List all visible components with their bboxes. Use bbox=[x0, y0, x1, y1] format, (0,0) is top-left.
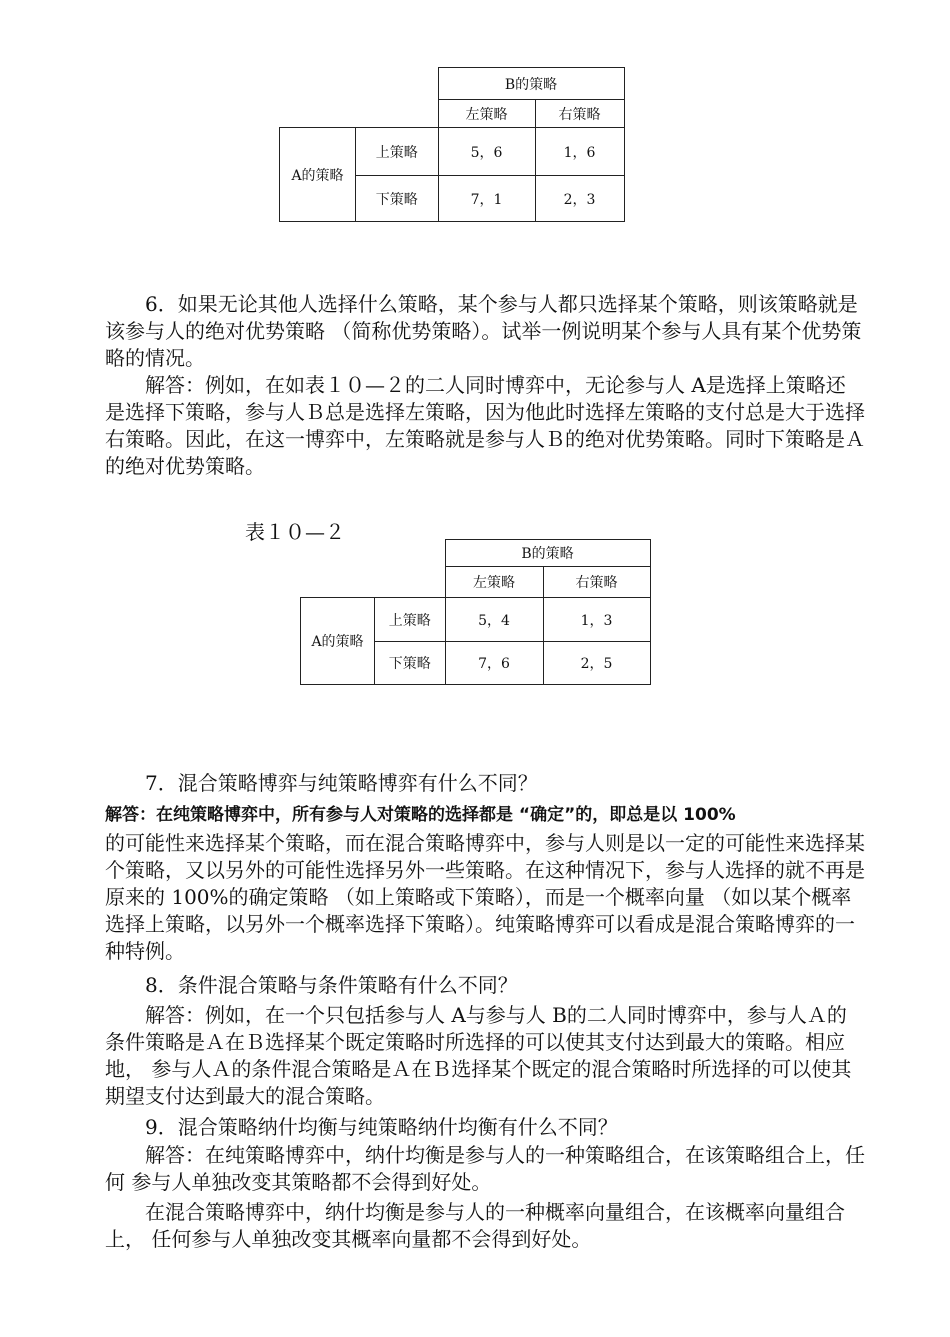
row-up-strategy: 上策略 bbox=[375, 598, 446, 642]
row-a-strategy: A的策略 bbox=[280, 128, 356, 222]
row-a-strategy: A的策略 bbox=[301, 598, 375, 685]
col-left-strategy: 左策略 bbox=[438, 100, 535, 128]
q7-answer: 的可能性来选择某个策略，而在混合策略博弈中，参与人则是以一定的可能性来选择某个策略，又以另外的可能性选择另外一些策略。在这种情况下，参与人选择的就不再是原来的 100%的确定策略 （如上策略或下策略），而是一个概率向量 （如以某个概率选择上策略，以另外一个概率选择下策略）。纯策略博弈可以看成是混合策略博弈的一种特例。 bbox=[105, 831, 865, 963]
table2-caption: 表１０—２ bbox=[245, 520, 345, 544]
payoff-down-left: 7，6 bbox=[445, 642, 543, 685]
q6-answer: 解答：例如，在如表１０—２的二人同时博弈中，无论参与人 A是选择上策略还是选择下策略，参与人Ｂ总是选择左策略，因为他此时选择左策略的支付总是大于选择右策略。因此，在这一博弈中，左策略就是参与人Ｂ的绝对优势策略。同时下策略是Ａ的绝对优势策略。 bbox=[105, 373, 865, 478]
header-b-strategy: B的策略 bbox=[445, 540, 650, 567]
q8-answer: 解答：例如，在一个只包括参与人 A与参与人 B的二人同时博弈中，参与人Ａ的条件策略是Ａ在Ｂ选择某个既定策略时所选择的可以使其支付达到最大的策略。相应地， 参与人Ａ的条件混合策略是Ａ在Ｂ选择某个既定的混合策略时所选择的可以使其期望支付达到最大的混合策略。 bbox=[105, 1003, 852, 1108]
q9-question: 9．混合策略纳什均衡与纯策略纳什均衡有什么不同？ bbox=[145, 1115, 618, 1139]
payoff-up-right: 1，6 bbox=[535, 128, 624, 176]
row-up-strategy: 上策略 bbox=[356, 128, 439, 176]
payoff-down-right: 2，5 bbox=[543, 642, 650, 685]
header-b-strategy: B的策略 bbox=[438, 68, 624, 100]
q7-answer-bold: 解答：在纯策略博弈中，所有参与人对策略的选择都是 “确定”的，即总是以 100% bbox=[105, 805, 736, 825]
payoff-table-1 bbox=[279, 67, 625, 222]
row-down-strategy: 下策略 bbox=[356, 176, 439, 222]
payoff-up-left: 5，4 bbox=[445, 598, 543, 642]
payoff-down-left: 7，1 bbox=[438, 176, 535, 222]
payoff-up-left: 5，6 bbox=[438, 128, 535, 176]
q9-answer-2: 在混合策略博弈中，纳什均衡是参与人的一种概率向量组合，在该概率向量组合上， 任何参与人单独改变其概率向量都不会得到好处。 bbox=[105, 1200, 845, 1251]
payoff-up-right: 1，3 bbox=[543, 598, 650, 642]
col-left-strategy: 左策略 bbox=[445, 567, 543, 598]
q8-question: 8．条件混合策略与条件策略有什么不同？ bbox=[145, 973, 518, 997]
q7-question: 7．混合策略博弈与纯策略博弈有什么不同？ bbox=[145, 771, 538, 795]
col-right-strategy: 右策略 bbox=[535, 100, 624, 128]
col-right-strategy: 右策略 bbox=[543, 567, 650, 598]
row-down-strategy: 下策略 bbox=[375, 642, 446, 685]
q6-question: 6．如果无论其他人选择什么策略，某个参与人都只选择某个策略，则该策略就是该参与人的绝对优势策略 （简称优势策略）。试举一例说明某个参与人具有某个优势策略的情况。 bbox=[105, 292, 862, 370]
q9-answer-1: 解答：在纯策略博弈中，纳什均衡是参与人的一种策略组合，在该策略组合上，任何 参与人单独改变其策略都不会得到好处。 bbox=[105, 1143, 865, 1194]
payoff-table-2 bbox=[300, 539, 651, 685]
payoff-down-right: 2，3 bbox=[535, 176, 624, 222]
